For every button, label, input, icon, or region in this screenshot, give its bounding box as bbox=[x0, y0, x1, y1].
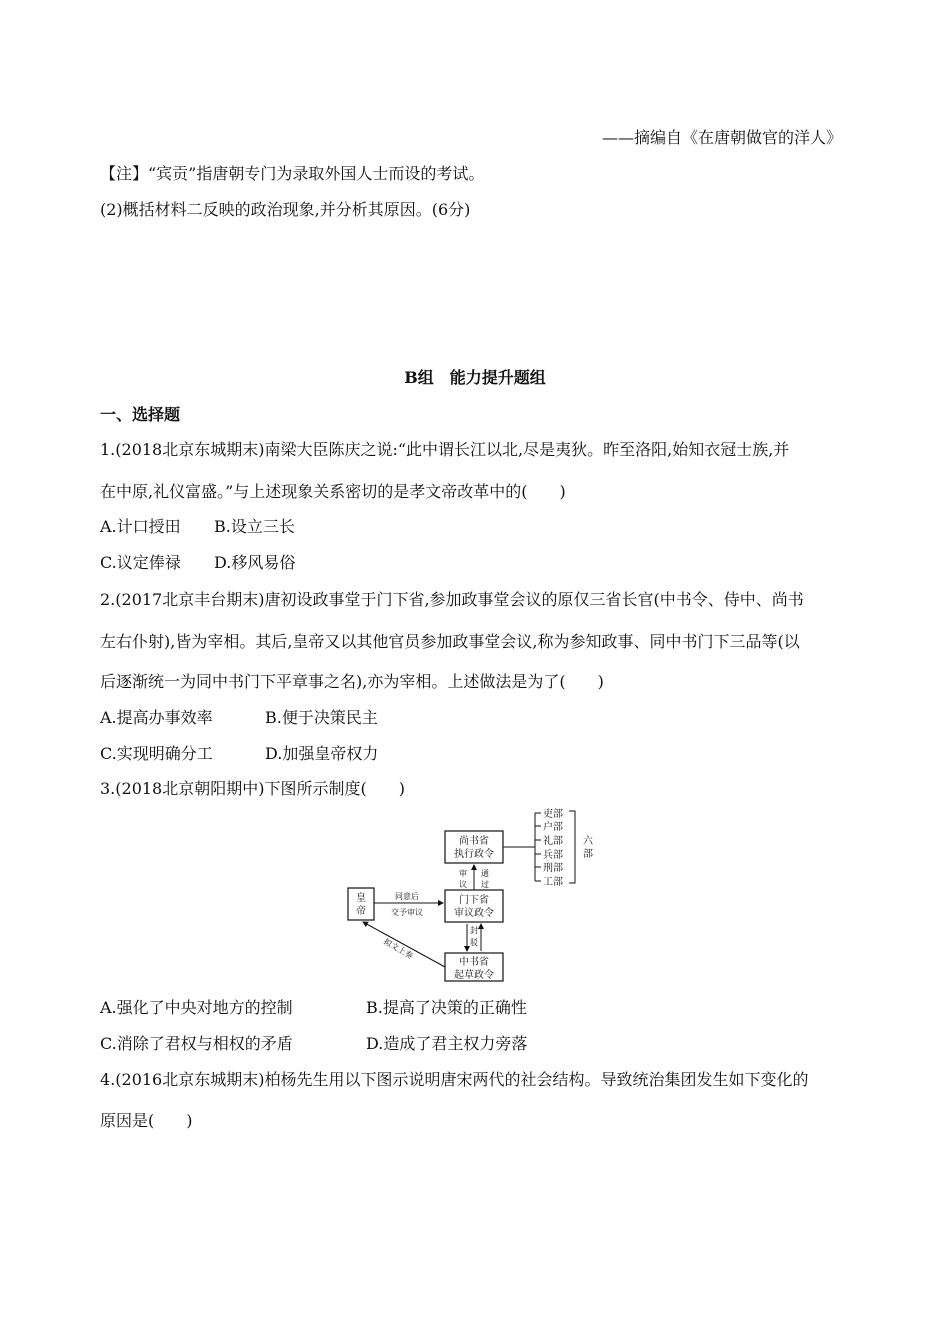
diagonal-label: 拟文上奏 bbox=[382, 936, 415, 961]
q3-stem: 3.(2018北京朝阳期中)下图所示制度( ) bbox=[100, 779, 405, 798]
emperor-label-1: 皇 bbox=[356, 893, 366, 904]
label-tong: 通 bbox=[481, 869, 489, 878]
q1-option-a: A.计口授田 bbox=[100, 517, 181, 536]
q2-stem-line-1: 2.(2017北京丰台期末)唐初设政事堂于门下省,参加政事堂会议的原仅三省长官(中书令、侍中、尚书 bbox=[100, 590, 804, 609]
q3-option-d: D.造成了君主权力旁落 bbox=[366, 1034, 528, 1053]
q1-stem-line-2: 在中原,礼仪富盛。”与上述现象关系密切的是孝文帝改革中的( ) bbox=[100, 482, 566, 501]
label-guo: 过 bbox=[481, 880, 489, 889]
shangshu-label-2: 执行政令 bbox=[454, 849, 494, 860]
emperor-label-2: 帝 bbox=[356, 906, 366, 917]
label-yi: 议 bbox=[459, 880, 467, 889]
zhongshu-to-emperor-arrow bbox=[363, 922, 445, 967]
label-bo: 驳 bbox=[470, 938, 478, 947]
shangshu-label-1: 尚书省 bbox=[459, 836, 489, 847]
label-shen: 审 bbox=[459, 869, 467, 878]
label-feng: 封 bbox=[470, 926, 478, 935]
six-label-2: 部 bbox=[583, 849, 593, 860]
q2-option-b: B.便于决策民主 bbox=[265, 708, 378, 727]
q4-stem-line-1: 4.(2016北京东城期末)柏杨先生用以下图示说明唐宋两代的社会结构。导致统治集团发生如下变化的 bbox=[100, 1070, 809, 1089]
q3-option-c: C.消除了君权与相权的矛盾 bbox=[100, 1034, 293, 1053]
menxia-label-2: 审议政令 bbox=[454, 908, 494, 919]
q2-stem-line-2: 左右仆射),皆为宰相。其后,皇帝又以其他官员参加政事堂会议,称为参知政事、同中书门下三品等(以 bbox=[100, 632, 800, 651]
q3-option-a: A.强化了中央对地方的控制 bbox=[100, 998, 293, 1017]
q2-option-a: A.提高办事效率 bbox=[100, 708, 213, 727]
zhongshu-label-2: 起草政令 bbox=[454, 970, 494, 981]
source-line: ——摘编自《在唐朝做官的洋人》 bbox=[601, 128, 842, 147]
question-part-2: (2)概括材料二反映的政治现象,并分析其原因。(6分) bbox=[100, 200, 471, 219]
q1-stem-line-1: 1.(2018北京东城期末)南梁大臣陈庆之说:“此中谓长江以北,尽是夷狄。昨至洛阳,始知衣冠士族,并 bbox=[100, 440, 790, 459]
six-label-1: 六 bbox=[583, 836, 593, 847]
section-title: 一、选择题 bbox=[100, 405, 181, 424]
q2-option-d: D.加强皇帝权力 bbox=[265, 744, 379, 763]
q1-option-d: D.移风易俗 bbox=[214, 553, 296, 572]
ministry-2: 礼部 bbox=[543, 836, 563, 847]
note: 【注】“宾贡”指唐朝专门为录取外国人士而设的考试。 bbox=[100, 164, 485, 183]
menxia-label-1: 门下省 bbox=[459, 895, 489, 906]
three-departments-diagram bbox=[345, 803, 605, 983]
ministry-0: 吏部 bbox=[543, 809, 563, 820]
arrow-label-top: 同意后 bbox=[395, 892, 419, 901]
q3-option-b: B.提高了决策的正确性 bbox=[366, 998, 527, 1017]
q1-option-c: C.议定俸禄 bbox=[100, 553, 181, 572]
ministry-3: 兵部 bbox=[543, 850, 563, 861]
zhongshu-label-1: 中书省 bbox=[459, 957, 489, 968]
ministry-1: 户部 bbox=[543, 822, 563, 833]
ministries-bracket bbox=[569, 811, 575, 883]
group-title: B组 能力提升题组 bbox=[404, 368, 546, 387]
q1-option-b: B.设立三长 bbox=[214, 517, 295, 536]
ministry-4: 刑部 bbox=[543, 863, 563, 874]
q4-stem-line-2: 原因是( ) bbox=[100, 1111, 193, 1130]
q2-option-c: C.实现明确分工 bbox=[100, 744, 213, 763]
q2-stem-line-3: 后逐渐统一为同中书门下平章事之名),亦为宰相。上述做法是为了( ) bbox=[100, 672, 604, 691]
arrow-label-bottom: 交予审议 bbox=[391, 908, 423, 917]
ministry-5: 工部 bbox=[543, 877, 563, 888]
